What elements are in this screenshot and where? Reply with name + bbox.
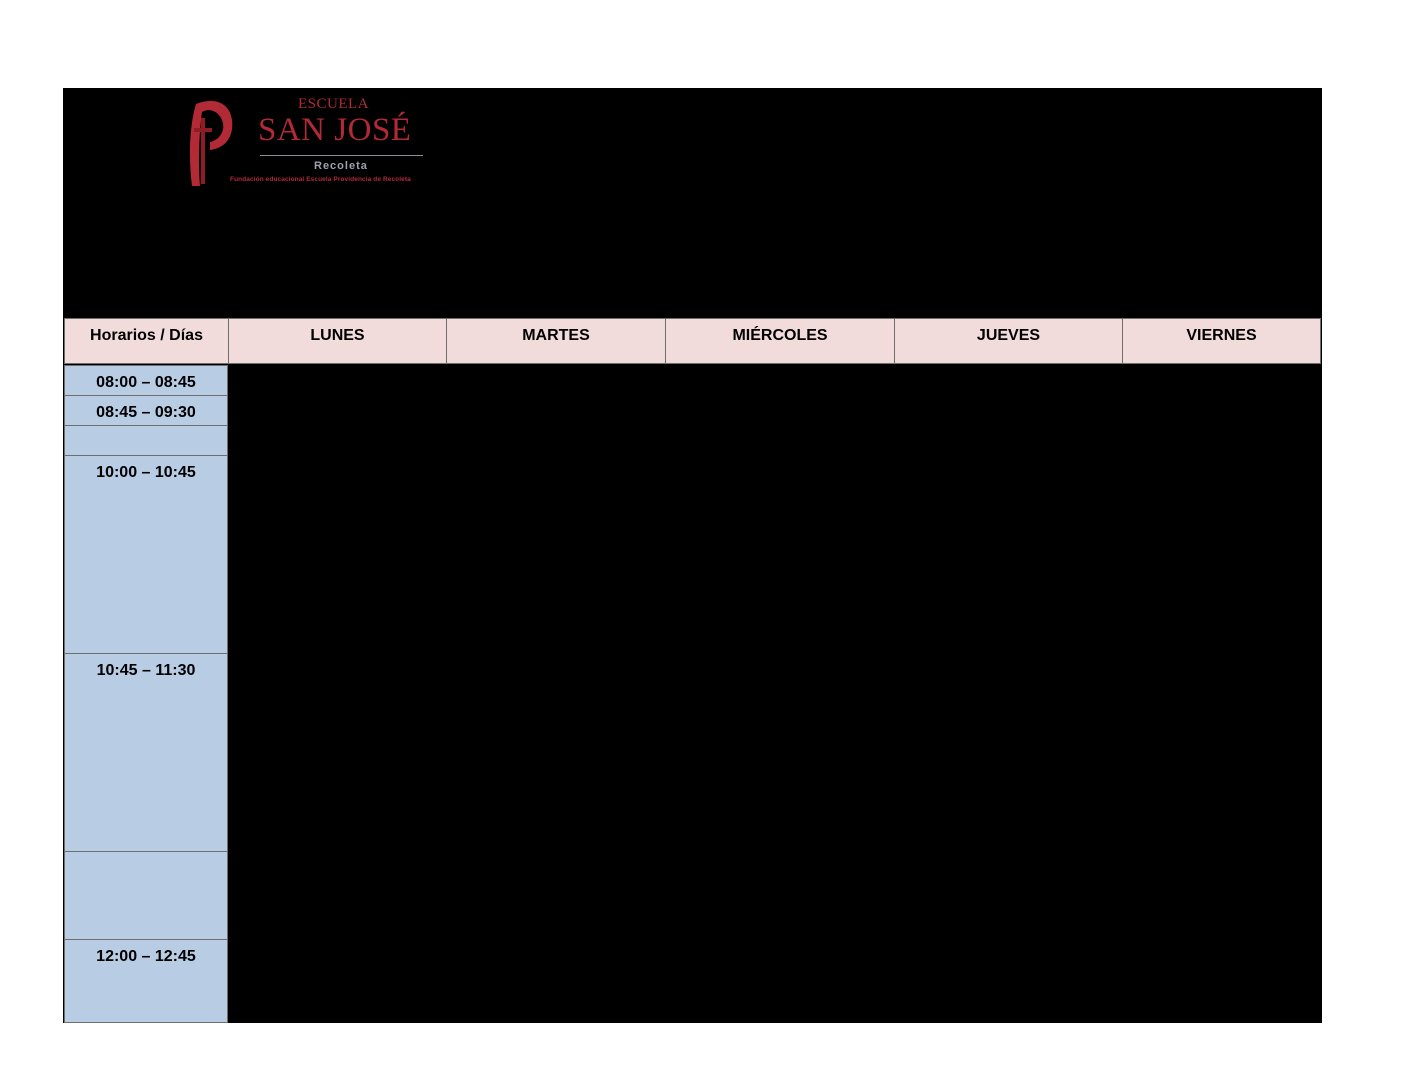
time-slot: 12:00 – 12:45 (64, 939, 228, 1023)
logo-recoleta-text: Recoleta (314, 160, 368, 172)
time-slot-break (64, 425, 228, 456)
school-emblem-icon (186, 94, 236, 188)
day-header-viernes: VIERNES (1122, 318, 1321, 364)
day-header-jueves: JUEVES (894, 318, 1123, 364)
schedule-sheet (63, 88, 1322, 1023)
school-logo (186, 94, 466, 190)
day-header-martes: MARTES (446, 318, 666, 364)
time-slot-break (64, 851, 228, 940)
logo-san-jose-text: SAN JOSÉ (258, 112, 412, 148)
corner-header: Horarios / Días (64, 318, 229, 364)
day-header-lunes: LUNES (228, 318, 447, 364)
day-header-miercoles: MIÉRCOLES (665, 318, 895, 364)
time-slot: 08:45 – 09:30 (64, 395, 228, 426)
logo-fundacion-text: Fundación educacional Escuela Providencia de Recoleta (230, 176, 411, 183)
time-slot: 08:00 – 08:45 (64, 365, 228, 396)
logo-divider (260, 155, 423, 156)
logo-escuela-text: ESCUELA (298, 96, 369, 112)
time-slot: 10:45 – 11:30 (64, 653, 228, 852)
time-slot: 10:00 – 10:45 (64, 455, 228, 654)
